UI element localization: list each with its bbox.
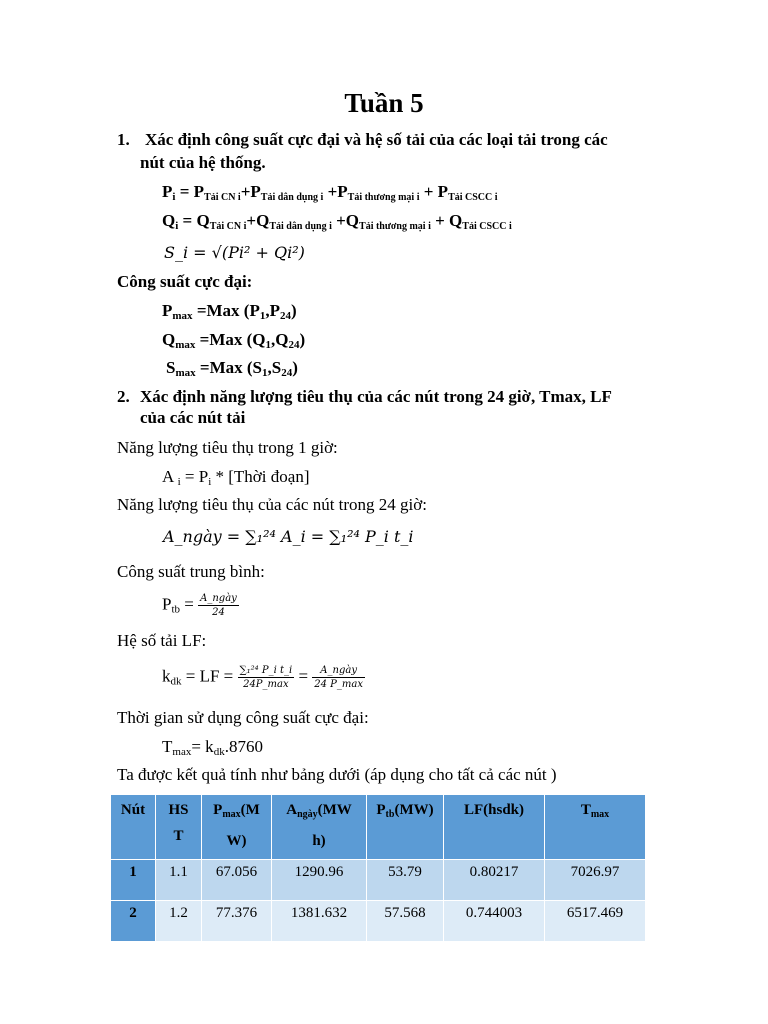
cell-pmax: 77.376	[202, 901, 272, 942]
avg-power-label: Công suất trung bình:	[117, 562, 265, 581]
tmax-formula: Tmax= kdk.8760	[162, 737, 263, 758]
ptb-formula: Ptb = $\frac{\text{A\_ngày}}{24}$	[162, 593, 237, 618]
header-angay: $A_{ngày}(MW$ h)	[272, 795, 367, 860]
table-header-row	[111, 795, 646, 860]
section-1-heading-line2: nút của hệ thống.	[140, 153, 266, 172]
ptb-fraction: $\frac{\text{A\_ngày}}{24}$	[200, 593, 237, 618]
cell-ptb: 57.568	[367, 901, 444, 942]
section-1-heading-line1: Xác định công suất cực đại và hệ số tải của các loại tải trong các	[145, 130, 608, 149]
header-nut: Nút	[111, 795, 156, 860]
p-formula: $Pi = P_{Tải CN i}+P_{Tải dân dụng i} +P_{Tải thương mại i} + P_{Tải CSCC i}$	[162, 182, 498, 203]
cell-tmax: 7026.97	[545, 860, 646, 901]
energy-24h-label: Năng lượng tiêu thụ của các nút trong 24 giờ:	[117, 495, 427, 514]
section-2-heading-line1: Xác định năng lượng tiêu thụ của các nút trong 24 giờ, Tmax, LF	[140, 387, 612, 406]
q-formula: $Qi = Q_{Tải CN i}+Q_{Tải dân dụng i} +Q_{Tải thương mại i} + Q_{Tải CSCC i}$	[162, 211, 512, 232]
header-hst: HS T	[156, 795, 202, 860]
section-2-heading-line2: của các nút tải	[140, 408, 246, 427]
qmax-formula: Qmax =Max (Q1,Q24)	[162, 330, 306, 351]
tmax-label: Thời gian sử dụng công suất cực đại:	[117, 708, 369, 727]
header-lf: LF(hsdk)	[444, 795, 545, 860]
result-intro: Ta được kết quả tính như bảng dưới (áp dụng cho tất cả các nút )	[117, 765, 557, 784]
kdk-fraction-2: $\frac{\text{A\_ngày}}{24 P\_\max}$	[314, 665, 363, 690]
kdk-formula: kdk = LF = $\frac{\text{∑₁²⁴ P\_i t\_i}}{24P\_\max}$ = $\frac{\text{A\_ngày}}{24 P\_\max}$	[162, 665, 363, 690]
cell-tmax: 6517.469	[545, 901, 646, 942]
cell-lf: 0.744003	[444, 901, 545, 942]
cell-lf: 0.80217	[444, 860, 545, 901]
header-tmax: $T_{max}$	[545, 795, 646, 860]
table-row	[111, 901, 646, 942]
cell-hst: 1.2	[156, 901, 202, 942]
lf-label: Hệ số tải LF:	[117, 631, 207, 650]
energy-24h-formula: A_ngày = ∑₁²⁴ A_i = ∑₁²⁴ P_i t_i	[163, 527, 414, 546]
section-1-number: 1.	[117, 130, 130, 149]
section-2-number: 2.	[117, 387, 130, 406]
cell-nut: 1	[111, 860, 156, 901]
results-table	[110, 794, 646, 942]
cell-angay: 1381.632	[272, 901, 367, 942]
pmax-formula: Pmax =Max (P1,P24)	[162, 301, 297, 322]
cell-angay: 1290.96	[272, 860, 367, 901]
energy-1h-label: Năng lượng tiêu thụ trong 1 giờ:	[117, 438, 338, 457]
header-ptb: $P_{tb}(MW)$	[367, 795, 444, 860]
cell-pmax: 67.056	[202, 860, 272, 901]
header-pmax: $P_{max}(M$ W)	[202, 795, 272, 860]
cell-nut: 2	[111, 901, 156, 942]
max-power-label: Công suất cực đại:	[117, 272, 253, 291]
table-row	[111, 860, 646, 901]
smax-formula: Smax =Max (S1,S24)	[166, 358, 298, 379]
page-title: Tuần 5	[344, 88, 424, 118]
cell-ptb: 53.79	[367, 860, 444, 901]
energy-1h-formula: A i = Pi * [Thời đoạn]	[162, 467, 310, 488]
cell-hst: 1.1	[156, 860, 202, 901]
kdk-fraction-1: $\frac{\text{∑₁²⁴ P\_i t\_i}}{24P\_\max}$	[239, 665, 293, 690]
s-formula: S_i = √(Pi² + Qi²)	[164, 243, 305, 262]
